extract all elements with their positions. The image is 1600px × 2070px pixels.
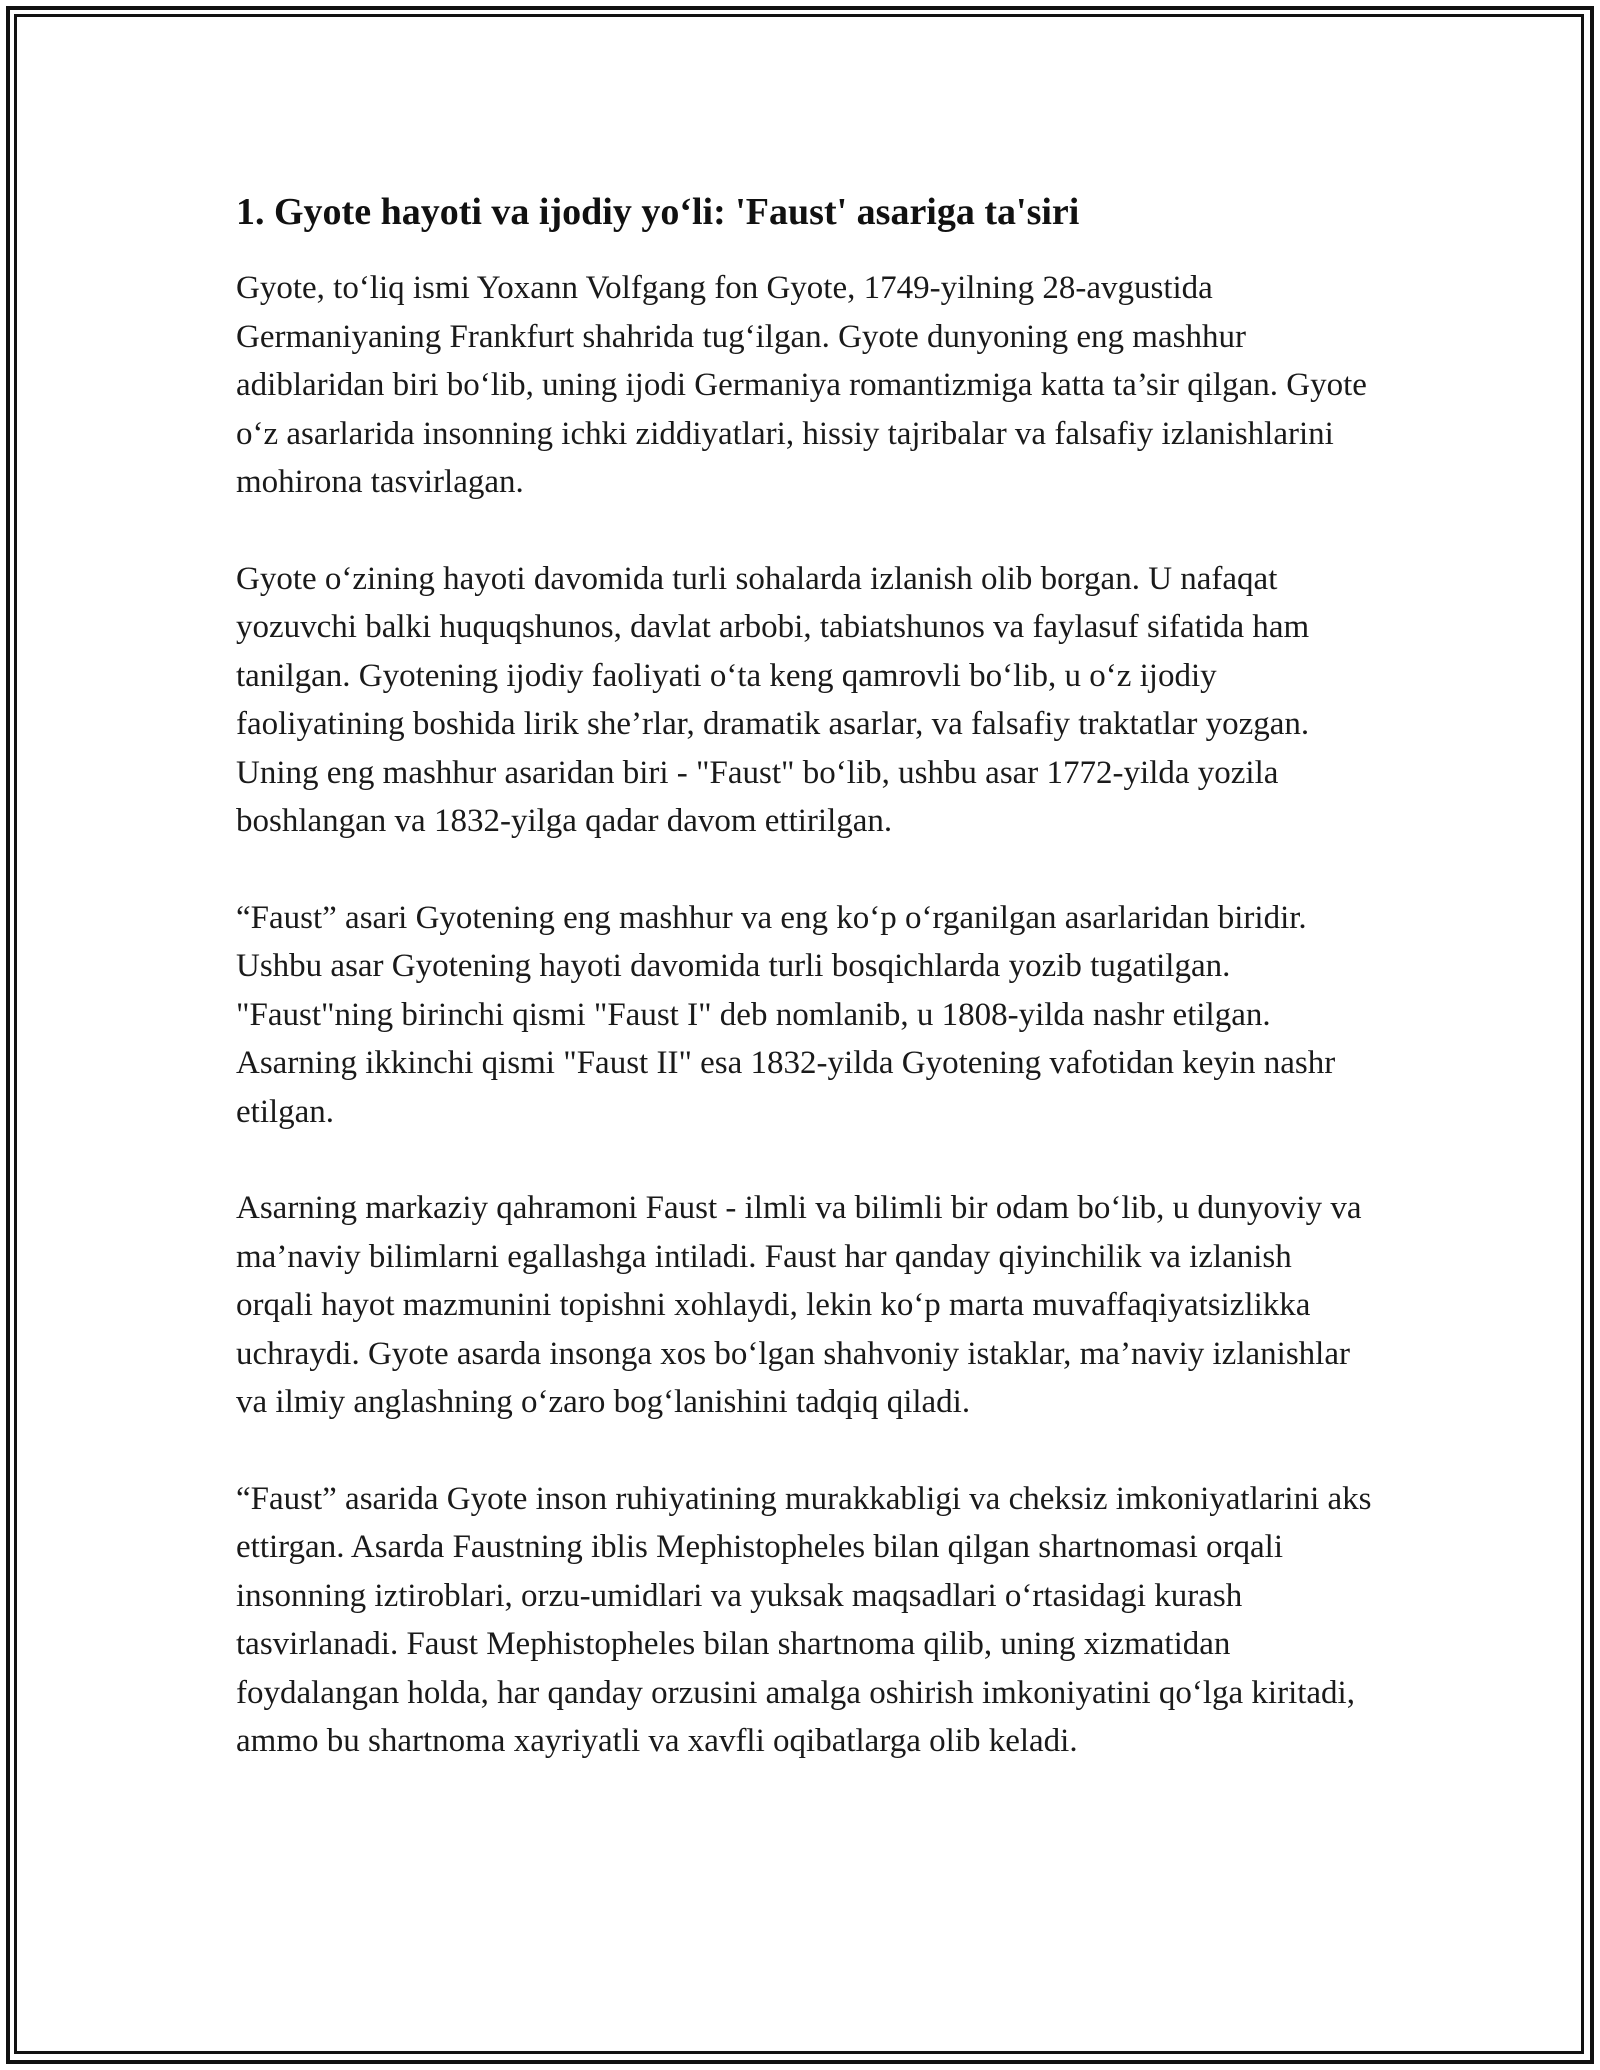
section-heading: 1. Gyote hayoti va ijodiy yo‘li: 'Faust' asariga ta'siri	[236, 191, 1080, 233]
paragraph-life-intro: Gyote, to‘liq ismi Yoxann Volfgang fon Gyote, 1749-yilning 28-avgustida Germaniyaning Frankfurt shahrida tug‘ilgan. Gyote dunyoning eng mashhur adiblaridan biri bo‘lib, uning ijodi Germaniya romantizmiga katta ta’sir qilgan. Gyote o‘z asarlarida insonning ichki ziddiyatlari, hissiy tajribalar va falsafiy izlanishlarini mohirona tasvirlagan.	[236, 270, 1367, 500]
document-body	[236, 186, 1376, 1814]
paragraph-career: Gyote o‘zining hayoti davomida turli sohalarda izlanish olib borgan. U nafaqat yozuvchi balki huquqshunos, davlat arbobi, tabiatshunos va faylasuf sifatida ham tanilgan. Gyotening ijodiy faoliyati o‘ta keng qamrovli bo‘lib, u o‘z ijodiy faoliyatining boshida lirik she’rlar, dramatik asarlar, va falsafiy traktatlar yozgan. Uning eng mashhur asaridan biri - "Faust" bo‘lib, ushbu asar 1772-yilda yozila boshlangan va 1832-yilga qadar davom ettirilgan.	[236, 560, 1310, 839]
paragraph-faust-publication: “Faust” asari Gyotening eng mashhur va eng ko‘p o‘rganilgan asarlaridan biridir. Ushbu asar Gyotening hayoti davomida turli bosqichlarda yozib tugatilgan. "Faust"ning birinchi qismi "Faust I" deb nomlanib, u 1808-yilda nashr etilgan. Asarning ikkinchi qismi "Faust II" esa 1832-yilda Gyotening vafotidan keyin nashr etilgan.	[236, 899, 1336, 1130]
paragraph-faust-themes: “Faust” asarida Gyote inson ruhiyatining murakkabligi va cheksiz imkoniyatlarini aks ettirgan. Asarda Faustning iblis Mephistopheles bilan qilgan shartnomasi orqali insonning iztiroblari, orzu-umidlari va yuksak maqsadlari o‘rtasidagi kurash tasvirlanadi. Faust Mephistopheles bilan shartnoma qilib, uning xizmatidan foydalangan holda, har qanday orzusini amalga oshirish imkoniyatini qo‘lga kiritadi, ammo bu shartnoma xayriyatli va xavfli oqibatlarga olib keladi.	[236, 1480, 1372, 1759]
paragraph-faust-protagonist: Asarning markaziy qahramoni Faust - ilmli va bilimli bir odam bo‘lib, u dunyoviy va ma’naviy bilimlarni egallashga intiladi. Faust har qanday qiyinchilik va izlanish orqali hayot mazmunini topishni xohlaydi, lekin ko‘p marta muvaffaqiyatsizlikka uchraydi. Gyote asarda insonga xos bo‘lgan shahvoniy istaklar, ma’naviy izlanishlar va ilmiy anglashning o‘zaro bog‘lanishini tadqiq qiladi.	[236, 1190, 1362, 1420]
